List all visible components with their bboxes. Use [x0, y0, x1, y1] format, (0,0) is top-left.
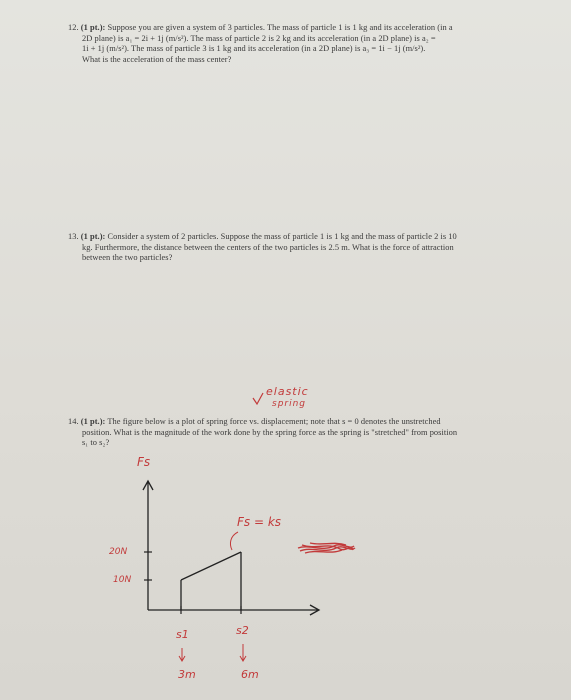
- question-13-line-3: between the two particles?: [82, 253, 173, 263]
- spring-force-line: [181, 552, 241, 580]
- handwritten-20n-tick: 20N: [109, 547, 128, 557]
- question-12-line-2: 2D plane) is a₁ = 2i + 1j (m/s²). The mass of particle 2 is 2 kg and its acceleration (in a 2D plane) is a₂ =: [82, 33, 436, 43]
- question-12-line-4: What is the acceleration of the mass center?: [82, 54, 232, 64]
- pen-scribble: [298, 543, 355, 553]
- handwritten-s1-label: s1: [176, 628, 189, 641]
- question-14-line-2: position. What is the magnitude of the work done by the spring force as the spring is "stretched" from position: [82, 427, 458, 437]
- handwritten-s1-value: 3m: [178, 668, 196, 681]
- question-14-text: The figure below is a plot of spring force vs. displacement; note that s = 0 denotes the unstretched: [107, 417, 441, 426]
- pen-formula-pointer: [230, 532, 238, 550]
- question-14-line-3: s₁ to s₂?: [82, 438, 110, 448]
- question-13-points: (1 pt.):: [80, 232, 106, 241]
- question-14-number: 14.: [68, 417, 79, 426]
- pen-checkmark: [253, 393, 263, 404]
- handwritten-s2-value: 6m: [241, 668, 259, 681]
- question-13-line-2: kg. Furthermore, the distance between the centers of the two particles is 2.5 m. What is the force of attraction: [82, 242, 454, 252]
- handwritten-elastic: elastic: [266, 385, 309, 398]
- question-13-number: 13.: [68, 232, 79, 241]
- question-13-text: Consider a system of 2 particles. Suppose the mass of particle 1 is 1 kg and the mass of particle 2 is 10: [107, 232, 457, 241]
- question-12-text: Suppose you are given a system of 3 particles. The mass of particle 1 is 1 kg and its acceleration (in a: [107, 23, 453, 32]
- question-12-points: (1 pt.):: [80, 23, 106, 32]
- question-12-number: 12.: [68, 23, 79, 32]
- handwritten-fs-axis-label: Fs: [137, 455, 151, 469]
- question-12-line-3: 1i + 1j (m/s²). The mass of particle 3 is 1 kg and its acceleration (in a 2D plane) is a₃ = 1i − 1j (m/s²).: [82, 44, 426, 54]
- handwritten-s2-label: s2: [236, 624, 249, 637]
- question-14-points: (1 pt.):: [80, 417, 106, 426]
- handwritten-spring: spring: [272, 399, 307, 409]
- handwritten-formula: Fs = ks: [237, 515, 282, 529]
- handwritten-10n-tick: 10N: [113, 575, 132, 585]
